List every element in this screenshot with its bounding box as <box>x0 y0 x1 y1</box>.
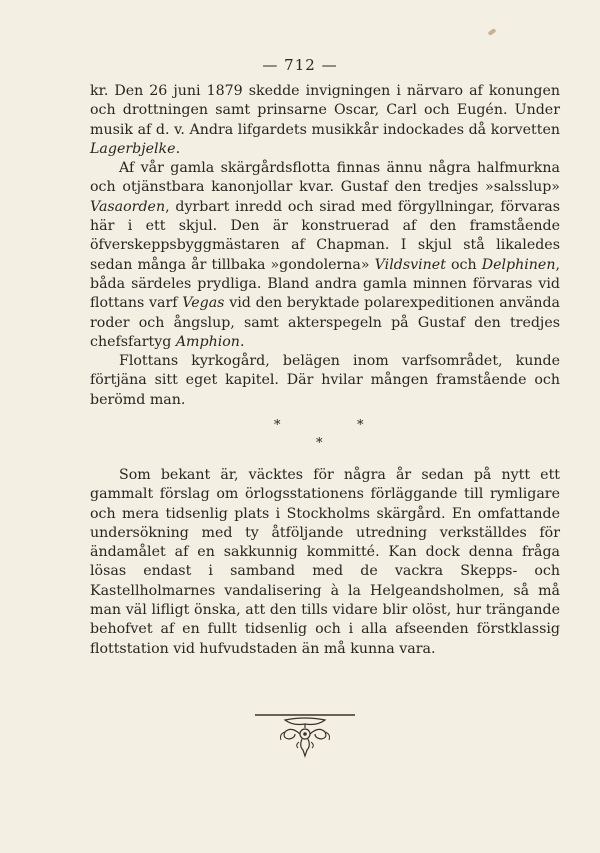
text-block-upper <box>90 82 560 410</box>
paragraph-4: Som bekant är, väcktes för några år sedan på nytt ett gammalt förslag om örlogsstationens förläggande till rymligare och mera tidsenlig plats i Stockholms skärgård. En omfattande undersökning med ty åtföljande utredning verkställdes för ändamålet af en sakkunnig kommitté. Kan dock denna fråga lösas endast i samband med de vackra Skepps- och Kastellholmarnes vandalisering à la Helgeandsholmen, så må man väl lifligt önska, att den tills vidare blir olöst, hur trängande behofvet af en fullt tidsenlig och i alla afseenden förstklassig flottstation vid hufvudstaden än må kunna vara. <box>90 467 560 657</box>
text-block-lower <box>90 466 560 659</box>
asterism-star: * <box>274 418 281 433</box>
asterism-star: * <box>316 436 323 451</box>
paper-speck <box>488 28 497 36</box>
paragraph-2: Af vår gamla skärgårdsflotta finnas ännu några halfmurkna och otjänstbara kanonjollar kvar. Gustaf den tredjes »salsslup» Vasaorden, dyrbart inredd och sirad med förgyllningar, förvaras här i ett skjul. Den är konstruerad af den framstående öfverskeppsbyggmästaren af Chapman. I skjul stå likaledes sedan många år tillbaka »gondolerna» Vildsvinet och Delphinen, båda särdeles prydliga. Bland andra gamla minnen förvaras vid flottans varf Vegas vid den beryktade polarexpeditionen använda roder och ångslup, samt akterspegeln på Gustaf den tredjes chefsfartyg Amphion. <box>90 160 561 350</box>
page-number: — 712 — <box>262 56 338 74</box>
paragraph-3: Flottans kyrkogård, belägen inom varfsområdet, kunde förtjäna sitt eget kapitel. Där hvilar mången framstående och berömd man. <box>90 353 560 408</box>
asterism-star: * <box>357 418 364 433</box>
paragraph-1: kr. Den 26 juni 1879 skedde invigningen i närvaro af konungen och drottningen samt prinsarne Oscar, Carl och Eugén. Under musik af d. v. Andra lifgardets musikkår indockades då korvetten Lagerbjelke. <box>90 83 560 157</box>
floral-tailpiece-ornament-icon <box>255 712 355 764</box>
